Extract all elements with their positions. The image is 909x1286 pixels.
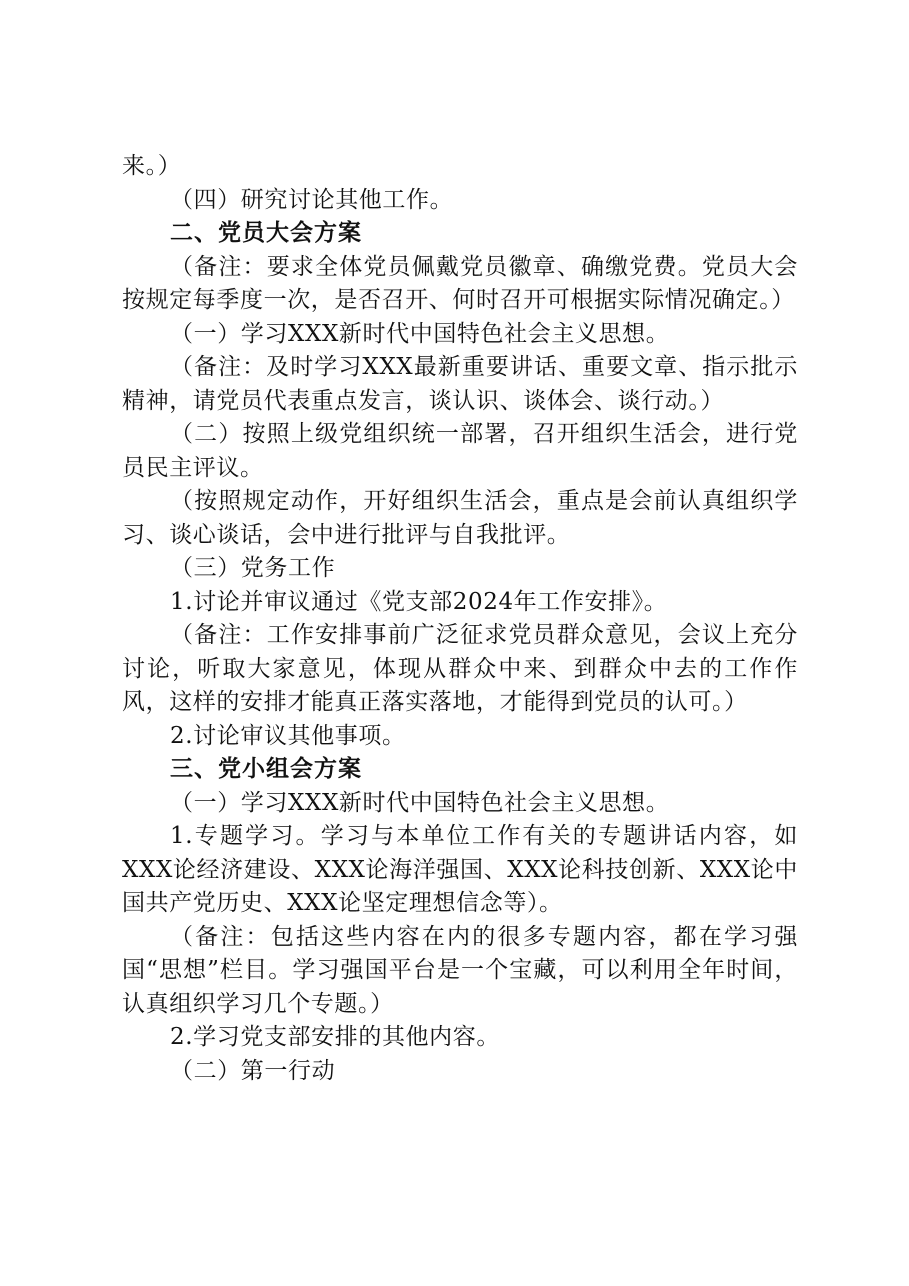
paragraph-subitem-1: 1.专题学习。学习与本单位工作有关的专题讲话内容，如XXX论经济建设、XXX论海洋强国、XXX论科技创新、XXX论中国共产党历史、XXX论坚定理想信念等）。 (122, 823, 798, 916)
paragraph-note: （备注：工作安排事前广泛征求党员群众意见，会议上充分讨论，听取大家意见，体现从群众中来、到群众中去的工作作风，这样的安排才能真正落实落地，才能得到党员的认可。） (122, 622, 798, 715)
document-body (122, 150, 798, 1088)
paragraph-item-1: （一）学习XXX新时代中国特色社会主义思想。 (170, 789, 670, 816)
paragraph-note: （备注：及时学习XXX最新重要讲话、重要文章、指示批示精神，请党员代表重点发言，谈认识、谈体会、谈行动。） (122, 354, 798, 414)
paragraph-item-1: （一）学习XXX新时代中国特色社会主义思想。 (170, 320, 670, 347)
paragraph-continuation: 来。） (122, 153, 182, 179)
paragraph-item-2: （二）按照上级党组织统一部署，召开组织生活会，进行党员民主评议。 (122, 421, 798, 481)
paragraph-note: （备注：包括这些内容在内的很多专题内容，都在学习强国“思想”栏目。学习强国平台是一个宝藏，可以利用全年时间，认真组织学习几个专题。） (122, 923, 798, 1017)
section-heading-2: 二、党员大会方案 (170, 220, 362, 246)
paragraph-note: （备注：要求全体党员佩戴党员徽章、确缴党费。党员大会按规定每季度一次，是否召开、何时召开可根据实际情况确定。） (122, 253, 798, 313)
paragraph-item-4: （四）研究讨论其他工作。 (170, 186, 454, 213)
paragraph-item-3: （三）党务工作 (170, 555, 336, 581)
section-heading-3: 三、党小组会方案 (170, 756, 362, 782)
paragraph-subitem-1: 1.讨论并审议通过《党支部2024年工作安排》。 (170, 588, 668, 615)
paragraph-item-2: （二）第一行动 (170, 1057, 336, 1084)
paragraph-subitem-2: 2.讨论审议其他事项。 (170, 722, 406, 749)
paragraph-subitem-2: 2.学习党支部安排的其他内容。 (170, 1024, 500, 1050)
paragraph-note: （按照规定动作，开好组织生活会，重点是会前认真组织学习、谈心谈话，会中进行批评与自我批评。 (122, 488, 798, 548)
